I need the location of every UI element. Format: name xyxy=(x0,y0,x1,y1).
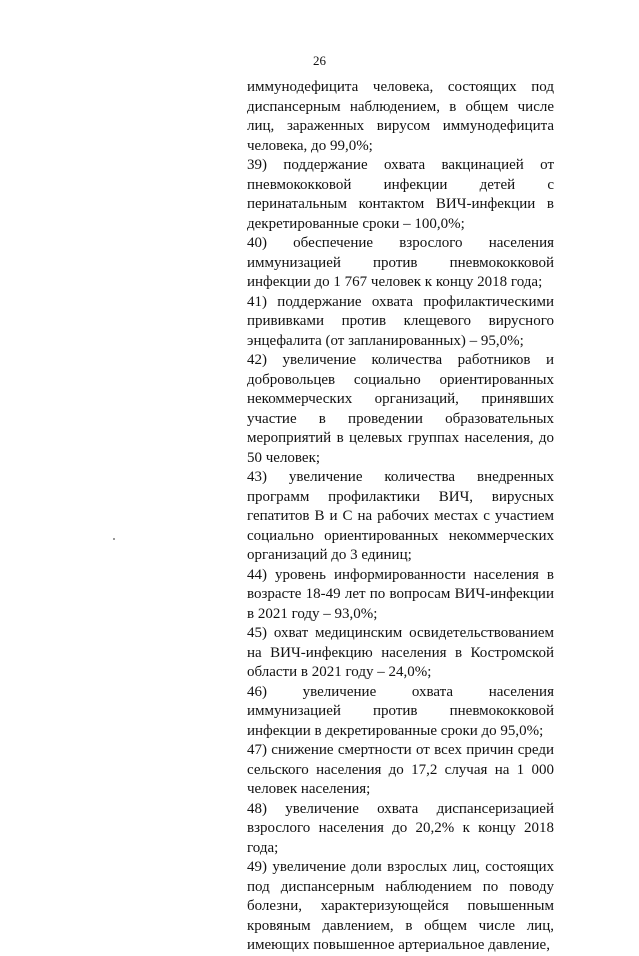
paragraph-item-47: 47) снижение смертности от всех причин среди сельского населения до 17,2 случая на 1 000 человек населения; xyxy=(247,742,554,797)
paragraph-item-39: 39) поддержание охвата вакцинацией от пневмококковой инфекции детей с перинатальным контактом ВИЧ-инфекции в декретированные сроки – 100,0%; xyxy=(247,157,554,232)
paragraph-item-46: 46) увеличение охвата населения иммунизацией против пневмококковой инфекции в декретированные сроки до 95,0%; xyxy=(247,683,554,739)
paragraph-item-42: 42) увеличение количества работников и добровольцев социально ориентированных некоммерческих организаций, принявших участие в проведении образовательных мероприятий в целевых группах населения, до 50 человек; xyxy=(247,352,554,466)
paragraph-item-48: 48) увеличение охвата диспансеризацией взрослого населения до 20,2% к концу 2018 года; xyxy=(247,800,554,856)
paragraph-item-41: 41) поддержание охвата профилактическими прививками против клещевого вирусного энцефалита (от запланированных) – 95,0%; xyxy=(247,293,554,349)
paragraph-item-40: 40) обеспечение взрослого населения иммунизацией против пневмококковой инфекции до 1 767 человек к концу 2018 года; xyxy=(247,235,554,290)
page-number: 26 xyxy=(313,53,326,68)
paragraph-continuation-38: иммунодефицита человека, состоящих под диспансерным наблюдением, в общем числе лиц, зараженных вирусом иммунодефицита человека, до 99,0%; xyxy=(247,79,554,154)
paragraph-item-45: 45) охват медицинским освидетельствованием на ВИЧ-инфекцию населения в Костромской области в 2021 году – 24,0%; xyxy=(247,625,554,680)
paragraph-item-49: 49) увеличение доли взрослых лиц, состоящих под диспансерным наблюдением по поводу болезни, характеризующейся повышенным кровяным давлением, в общем числе лиц, имеющих повышенное артериальное давление, xyxy=(247,859,554,953)
document-text-column xyxy=(247,78,554,956)
scan-artifact-dot xyxy=(113,538,115,540)
paragraph-item-43: 43) увеличение количества внедренных программ профилактики ВИЧ, вирусных гепатитов В и С на рабочих местах с участием социально ориентированных некоммерческих организаций до 3 единиц; xyxy=(247,469,554,563)
paragraph-item-44: 44) уровень информированности населения в возрасте 18-49 лет по вопросам ВИЧ-инфекции в 2021 году – 93,0%; xyxy=(247,566,554,622)
